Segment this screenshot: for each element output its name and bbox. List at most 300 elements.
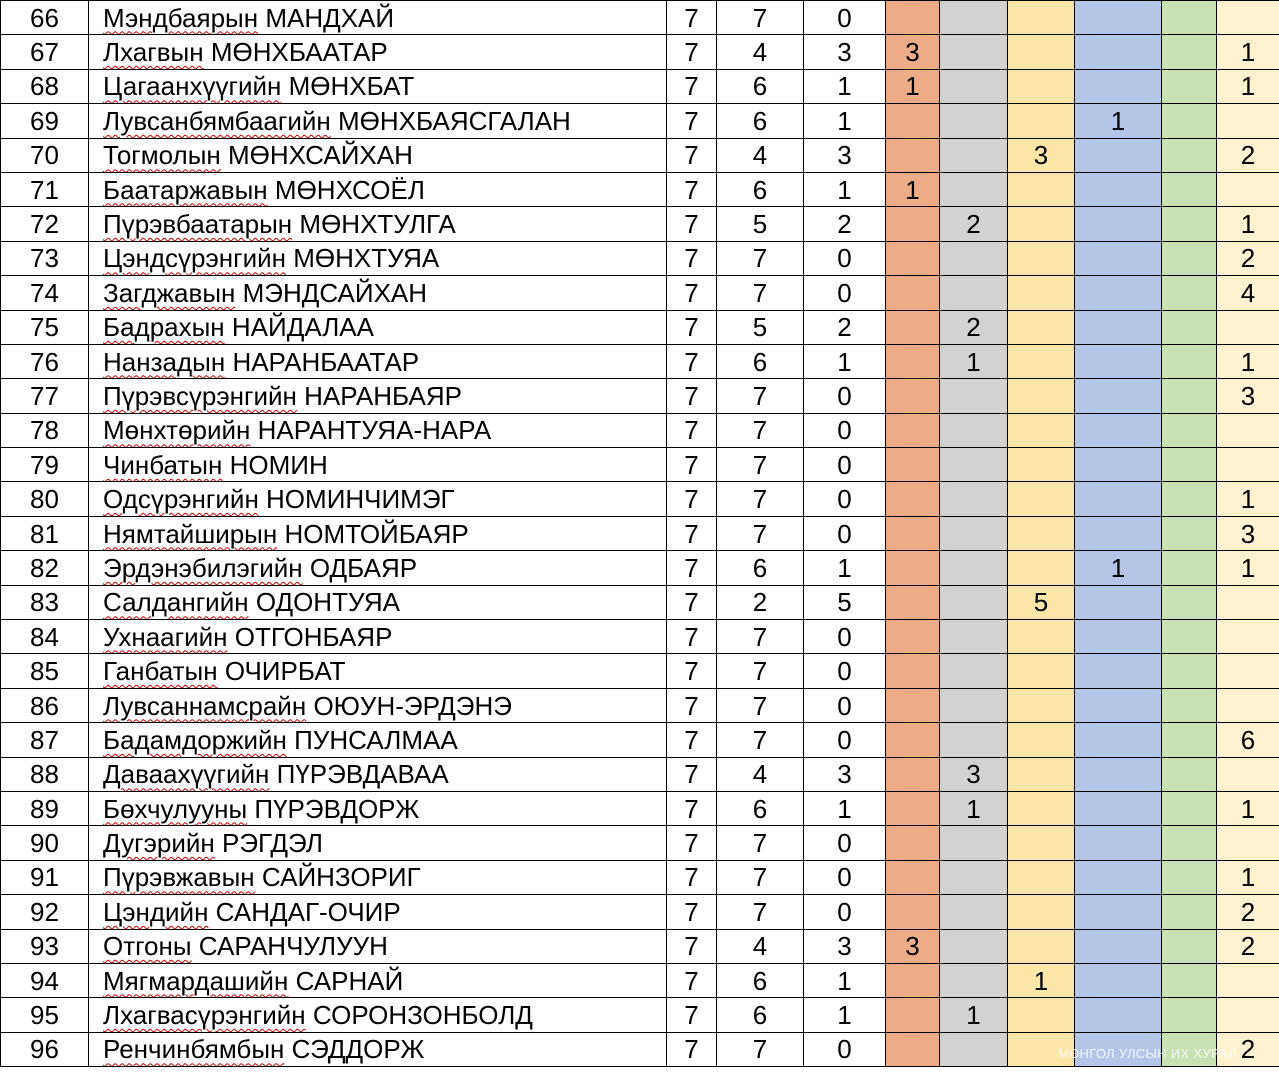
category-2-value bbox=[940, 172, 1008, 206]
row-number: 96 bbox=[1, 1032, 89, 1066]
person-name bbox=[89, 620, 667, 654]
given-name: Нямтайширын bbox=[103, 518, 278, 549]
count-b: 7 bbox=[717, 654, 804, 688]
table-row bbox=[1, 104, 1279, 138]
surname: МӨНХСОЁЛ bbox=[274, 174, 425, 205]
count-b: 7 bbox=[717, 1, 804, 35]
count-b: 6 bbox=[717, 998, 804, 1032]
category-5-value bbox=[1162, 344, 1217, 378]
given-name: Отгоны bbox=[103, 931, 192, 962]
surname: НАРАНТУЯА-НАРА bbox=[257, 415, 492, 446]
category-3-value bbox=[1008, 723, 1075, 757]
surname: САРАНЧУЛУУН bbox=[198, 931, 388, 962]
given-name: Дугэрийн bbox=[103, 828, 215, 859]
row-number: 91 bbox=[1, 860, 89, 894]
table-row bbox=[1, 276, 1279, 310]
category-2-value: 1 bbox=[940, 344, 1008, 378]
person-name bbox=[89, 448, 667, 482]
category-6-value bbox=[1217, 757, 1279, 791]
total-count: 7 bbox=[667, 69, 717, 103]
count-c: 0 bbox=[804, 241, 886, 275]
count-c: 1 bbox=[804, 963, 886, 997]
row-number: 75 bbox=[1, 310, 89, 344]
category-5-value bbox=[1162, 516, 1217, 550]
count-c: 1 bbox=[804, 69, 886, 103]
count-b: 7 bbox=[717, 895, 804, 929]
count-b: 7 bbox=[717, 448, 804, 482]
count-c: 0 bbox=[804, 482, 886, 516]
table-row bbox=[1, 310, 1279, 344]
category-3-value: 3 bbox=[1008, 138, 1075, 172]
category-6-value bbox=[1217, 1, 1279, 35]
count-c: 0 bbox=[804, 826, 886, 860]
category-2-value bbox=[940, 35, 1008, 69]
category-5-value bbox=[1162, 138, 1217, 172]
given-name: Пүрэвжавын bbox=[103, 862, 255, 893]
category-3-value bbox=[1008, 791, 1075, 825]
category-4-value bbox=[1075, 826, 1162, 860]
category-3-value: 1 bbox=[1008, 963, 1075, 997]
category-2-value: 3 bbox=[940, 757, 1008, 791]
given-name: Мягмардашийн bbox=[103, 965, 289, 996]
total-count: 7 bbox=[667, 963, 717, 997]
person-name bbox=[89, 482, 667, 516]
total-count: 7 bbox=[667, 241, 717, 275]
given-name: Бөхчулууны bbox=[103, 793, 248, 824]
total-count: 7 bbox=[667, 344, 717, 378]
row-number: 74 bbox=[1, 276, 89, 310]
category-2-value bbox=[940, 1032, 1008, 1066]
row-number: 68 bbox=[1, 69, 89, 103]
category-4-value bbox=[1075, 585, 1162, 619]
row-number: 93 bbox=[1, 929, 89, 963]
category-5-value bbox=[1162, 413, 1217, 447]
count-c: 0 bbox=[804, 860, 886, 894]
category-5-value bbox=[1162, 826, 1217, 860]
category-3-value bbox=[1008, 104, 1075, 138]
category-2-value bbox=[940, 413, 1008, 447]
count-c: 0 bbox=[804, 688, 886, 722]
person-name bbox=[89, 138, 667, 172]
category-1-value: 1 bbox=[886, 172, 940, 206]
category-3-value bbox=[1008, 860, 1075, 894]
total-count: 7 bbox=[667, 172, 717, 206]
row-number: 92 bbox=[1, 895, 89, 929]
surname: НАЙДАЛАА bbox=[231, 312, 374, 343]
category-2-value: 2 bbox=[940, 207, 1008, 241]
given-name: Ухнаагийн bbox=[103, 621, 228, 652]
total-count: 7 bbox=[667, 791, 717, 825]
surname: СОРОНЗОНБОЛД bbox=[312, 1000, 533, 1031]
given-name: Ганбатын bbox=[103, 656, 218, 687]
category-6-value: 2 bbox=[1217, 1032, 1279, 1066]
total-count: 7 bbox=[667, 620, 717, 654]
category-1-value bbox=[886, 860, 940, 894]
given-name: Даваахүүгийн bbox=[103, 759, 270, 790]
table-row bbox=[1, 723, 1279, 757]
given-name: Лхагвын bbox=[103, 37, 204, 68]
category-2-value bbox=[940, 1, 1008, 35]
count-b: 6 bbox=[717, 551, 804, 585]
category-1-value bbox=[886, 413, 940, 447]
person-name bbox=[89, 516, 667, 550]
category-5-value bbox=[1162, 448, 1217, 482]
category-1-value bbox=[886, 241, 940, 275]
category-2-value bbox=[940, 620, 1008, 654]
row-number: 94 bbox=[1, 963, 89, 997]
category-1-value bbox=[886, 104, 940, 138]
category-5-value bbox=[1162, 757, 1217, 791]
category-6-value bbox=[1217, 413, 1279, 447]
surname: САРНАЙ bbox=[295, 965, 404, 996]
category-4-value bbox=[1075, 413, 1162, 447]
total-count: 7 bbox=[667, 998, 717, 1032]
count-c: 0 bbox=[804, 895, 886, 929]
count-c: 0 bbox=[804, 1032, 886, 1066]
category-1-value bbox=[886, 516, 940, 550]
count-c: 1 bbox=[804, 791, 886, 825]
surname: НОМИН bbox=[229, 449, 328, 480]
person-name bbox=[89, 276, 667, 310]
count-b: 6 bbox=[717, 791, 804, 825]
count-b: 5 bbox=[717, 310, 804, 344]
person-name bbox=[89, 207, 667, 241]
category-5-value bbox=[1162, 585, 1217, 619]
person-name bbox=[89, 895, 667, 929]
surname: ПУНСАЛМАА bbox=[294, 724, 458, 755]
category-6-value: 1 bbox=[1217, 551, 1279, 585]
count-c: 0 bbox=[804, 413, 886, 447]
count-c: 1 bbox=[804, 344, 886, 378]
category-6-value: 3 bbox=[1217, 516, 1279, 550]
count-b: 7 bbox=[717, 723, 804, 757]
count-b: 7 bbox=[717, 241, 804, 275]
total-count: 7 bbox=[667, 310, 717, 344]
category-6-value bbox=[1217, 585, 1279, 619]
category-1-value bbox=[886, 207, 940, 241]
surname: ОЮУН-ЭРДЭНЭ bbox=[313, 690, 512, 721]
table-row bbox=[1, 860, 1279, 894]
person-name bbox=[89, 310, 667, 344]
person-name bbox=[89, 69, 667, 103]
total-count: 7 bbox=[667, 688, 717, 722]
count-c: 0 bbox=[804, 448, 886, 482]
category-1-value bbox=[886, 310, 940, 344]
category-6-value bbox=[1217, 310, 1279, 344]
given-name: Мэндбаярын bbox=[103, 2, 259, 33]
category-6-value bbox=[1217, 654, 1279, 688]
category-1-value bbox=[886, 688, 940, 722]
given-name: Эрдэнэбилэгийн bbox=[103, 552, 303, 583]
given-name: Пүрэвсүрэнгийн bbox=[103, 380, 297, 411]
given-name: Чинбатын bbox=[103, 449, 223, 480]
table-row bbox=[1, 413, 1279, 447]
table-row bbox=[1, 69, 1279, 103]
table-row bbox=[1, 895, 1279, 929]
person-name bbox=[89, 35, 667, 69]
person-name bbox=[89, 688, 667, 722]
count-c: 0 bbox=[804, 379, 886, 413]
table-row bbox=[1, 379, 1279, 413]
table-row bbox=[1, 791, 1279, 825]
category-5-value bbox=[1162, 276, 1217, 310]
count-c: 0 bbox=[804, 723, 886, 757]
total-count: 7 bbox=[667, 929, 717, 963]
count-b: 6 bbox=[717, 963, 804, 997]
category-1-value bbox=[886, 551, 940, 585]
category-6-value: 2 bbox=[1217, 895, 1279, 929]
surname: МАНДХАЙ bbox=[265, 2, 395, 33]
row-number: 69 bbox=[1, 104, 89, 138]
surname: САЙНЗОРИГ bbox=[261, 862, 421, 893]
count-b: 4 bbox=[717, 138, 804, 172]
surname: НАРАНБАЯР bbox=[304, 380, 462, 411]
count-c: 3 bbox=[804, 138, 886, 172]
category-4-value bbox=[1075, 207, 1162, 241]
surname: САНДАГ-ОЧИР bbox=[215, 896, 401, 927]
category-3-value bbox=[1008, 241, 1075, 275]
count-b: 7 bbox=[717, 516, 804, 550]
category-4-value bbox=[1075, 723, 1162, 757]
category-5-value bbox=[1162, 310, 1217, 344]
person-name bbox=[89, 963, 667, 997]
category-4-value bbox=[1075, 138, 1162, 172]
category-3-value bbox=[1008, 276, 1075, 310]
category-3-value bbox=[1008, 826, 1075, 860]
category-2-value bbox=[940, 860, 1008, 894]
count-c: 3 bbox=[804, 35, 886, 69]
person-name bbox=[89, 998, 667, 1032]
category-5-value bbox=[1162, 723, 1217, 757]
category-2-value bbox=[940, 723, 1008, 757]
surname: МӨНХБАЯСГАЛАН bbox=[338, 105, 571, 136]
surname: ПҮРЭВДАВАА bbox=[276, 759, 449, 790]
category-1-value bbox=[886, 895, 940, 929]
count-b: 4 bbox=[717, 929, 804, 963]
person-name bbox=[89, 241, 667, 275]
surname: ОТГОНБАЯР bbox=[234, 621, 393, 652]
category-2-value bbox=[940, 551, 1008, 585]
category-2-value bbox=[940, 963, 1008, 997]
category-6-value: 1 bbox=[1217, 207, 1279, 241]
category-3-value bbox=[1008, 516, 1075, 550]
count-c: 2 bbox=[804, 207, 886, 241]
count-b: 7 bbox=[717, 379, 804, 413]
surname: РЭГДЭЛ bbox=[222, 828, 323, 859]
count-b: 7 bbox=[717, 1032, 804, 1066]
total-count: 7 bbox=[667, 35, 717, 69]
row-number: 66 bbox=[1, 1, 89, 35]
total-count: 7 bbox=[667, 1, 717, 35]
category-5-value bbox=[1162, 929, 1217, 963]
person-name bbox=[89, 104, 667, 138]
count-c: 0 bbox=[804, 620, 886, 654]
surname: МӨНХБААТАР bbox=[210, 37, 388, 68]
category-6-value: 1 bbox=[1217, 791, 1279, 825]
person-name bbox=[89, 860, 667, 894]
category-2-value bbox=[940, 69, 1008, 103]
category-1-value bbox=[886, 276, 940, 310]
count-b: 7 bbox=[717, 482, 804, 516]
count-c: 1 bbox=[804, 172, 886, 206]
total-count: 7 bbox=[667, 104, 717, 138]
total-count: 7 bbox=[667, 379, 717, 413]
person-name bbox=[89, 791, 667, 825]
category-3-value bbox=[1008, 654, 1075, 688]
surname: МӨНХБАТ bbox=[288, 71, 415, 102]
category-4-value bbox=[1075, 688, 1162, 722]
total-count: 7 bbox=[667, 138, 717, 172]
given-name: Бадамдоржийн bbox=[103, 724, 287, 755]
row-number: 73 bbox=[1, 241, 89, 275]
category-4-value: 1 bbox=[1075, 104, 1162, 138]
category-3-value bbox=[1008, 688, 1075, 722]
row-number: 70 bbox=[1, 138, 89, 172]
given-name: Одсүрэнгийн bbox=[103, 484, 259, 515]
surname: МЭНДСАЙХАН bbox=[242, 277, 428, 308]
category-6-value bbox=[1217, 963, 1279, 997]
category-4-value bbox=[1075, 860, 1162, 894]
person-name bbox=[89, 826, 667, 860]
category-3-value bbox=[1008, 310, 1075, 344]
category-3-value bbox=[1008, 35, 1075, 69]
category-4-value bbox=[1075, 482, 1162, 516]
count-b: 4 bbox=[717, 35, 804, 69]
table-row bbox=[1, 929, 1279, 963]
given-name: Тогмолын bbox=[103, 140, 221, 171]
surname: ОДБАЯР bbox=[309, 552, 418, 583]
table-row bbox=[1, 654, 1279, 688]
category-5-value bbox=[1162, 998, 1217, 1032]
category-6-value: 1 bbox=[1217, 482, 1279, 516]
category-3-value bbox=[1008, 344, 1075, 378]
category-1-value bbox=[886, 379, 940, 413]
category-4-value bbox=[1075, 69, 1162, 103]
surname: ОДОНТУЯА bbox=[255, 587, 401, 618]
category-4-value bbox=[1075, 620, 1162, 654]
row-number: 88 bbox=[1, 757, 89, 791]
category-2-value bbox=[940, 448, 1008, 482]
row-number: 76 bbox=[1, 344, 89, 378]
table-row bbox=[1, 551, 1279, 585]
category-2-value bbox=[940, 482, 1008, 516]
given-name: Лхагвасүрэнгийн bbox=[103, 1000, 306, 1031]
row-number: 80 bbox=[1, 482, 89, 516]
total-count: 7 bbox=[667, 413, 717, 447]
category-1-value: 1 bbox=[886, 69, 940, 103]
table-row bbox=[1, 585, 1279, 619]
total-count: 7 bbox=[667, 448, 717, 482]
category-1-value bbox=[886, 791, 940, 825]
category-5-value bbox=[1162, 688, 1217, 722]
surname: НОМТОЙБАЯР bbox=[284, 518, 469, 549]
count-c: 1 bbox=[804, 104, 886, 138]
category-2-value: 1 bbox=[940, 998, 1008, 1032]
given-name: Бадрахын bbox=[103, 312, 225, 343]
count-b: 7 bbox=[717, 413, 804, 447]
table-row bbox=[1, 344, 1279, 378]
count-c: 3 bbox=[804, 929, 886, 963]
category-4-value bbox=[1075, 344, 1162, 378]
category-1-value bbox=[886, 826, 940, 860]
count-b: 7 bbox=[717, 826, 804, 860]
given-name: Цагаанхүүгийн bbox=[103, 71, 282, 102]
total-count: 7 bbox=[667, 654, 717, 688]
table-row bbox=[1, 35, 1279, 69]
total-count: 7 bbox=[667, 1032, 717, 1066]
category-6-value: 1 bbox=[1217, 69, 1279, 103]
given-name: Лувсанбямбаагийн bbox=[103, 105, 331, 136]
count-c: 5 bbox=[804, 585, 886, 619]
person-name bbox=[89, 1, 667, 35]
category-5-value bbox=[1162, 207, 1217, 241]
count-c: 0 bbox=[804, 654, 886, 688]
table-row bbox=[1, 138, 1279, 172]
category-6-value bbox=[1217, 998, 1279, 1032]
count-c: 2 bbox=[804, 310, 886, 344]
category-6-value bbox=[1217, 620, 1279, 654]
category-3-value: 5 bbox=[1008, 585, 1075, 619]
category-1-value bbox=[886, 654, 940, 688]
category-3-value bbox=[1008, 757, 1075, 791]
total-count: 7 bbox=[667, 551, 717, 585]
category-3-value bbox=[1008, 998, 1075, 1032]
category-5-value bbox=[1162, 35, 1217, 69]
category-5-value bbox=[1162, 551, 1217, 585]
category-2-value bbox=[940, 688, 1008, 722]
category-3-value bbox=[1008, 207, 1075, 241]
row-number: 77 bbox=[1, 379, 89, 413]
category-5-value bbox=[1162, 172, 1217, 206]
table-row bbox=[1, 1, 1279, 35]
category-5-value bbox=[1162, 620, 1217, 654]
category-3-value bbox=[1008, 1, 1075, 35]
given-name: Загджавын bbox=[103, 277, 236, 308]
row-number: 89 bbox=[1, 791, 89, 825]
surname: ПҮРЭВДОРЖ bbox=[254, 793, 420, 824]
category-2-value: 2 bbox=[940, 310, 1008, 344]
category-6-value: 2 bbox=[1217, 241, 1279, 275]
surname: МӨНХТУЯА bbox=[293, 243, 440, 274]
given-name: Ренчинбямбын bbox=[103, 1034, 285, 1065]
total-count: 7 bbox=[667, 276, 717, 310]
category-5-value bbox=[1162, 379, 1217, 413]
count-c: 0 bbox=[804, 516, 886, 550]
category-1-value bbox=[886, 620, 940, 654]
table-row bbox=[1, 448, 1279, 482]
row-number: 86 bbox=[1, 688, 89, 722]
row-number: 79 bbox=[1, 448, 89, 482]
category-6-value bbox=[1217, 826, 1279, 860]
table-row bbox=[1, 482, 1279, 516]
category-4-value bbox=[1075, 895, 1162, 929]
category-6-value: 1 bbox=[1217, 35, 1279, 69]
category-5-value bbox=[1162, 895, 1217, 929]
category-1-value bbox=[886, 1, 940, 35]
surname: НАРАНБААТАР bbox=[232, 346, 420, 377]
row-number: 90 bbox=[1, 826, 89, 860]
category-4-value bbox=[1075, 35, 1162, 69]
count-c: 3 bbox=[804, 757, 886, 791]
category-3-value bbox=[1008, 69, 1075, 103]
total-count: 7 bbox=[667, 585, 717, 619]
category-5-value bbox=[1162, 791, 1217, 825]
row-number: 71 bbox=[1, 172, 89, 206]
category-6-value: 1 bbox=[1217, 860, 1279, 894]
row-number: 72 bbox=[1, 207, 89, 241]
surname: СЭДДОРЖ bbox=[291, 1034, 425, 1065]
count-c: 0 bbox=[804, 276, 886, 310]
